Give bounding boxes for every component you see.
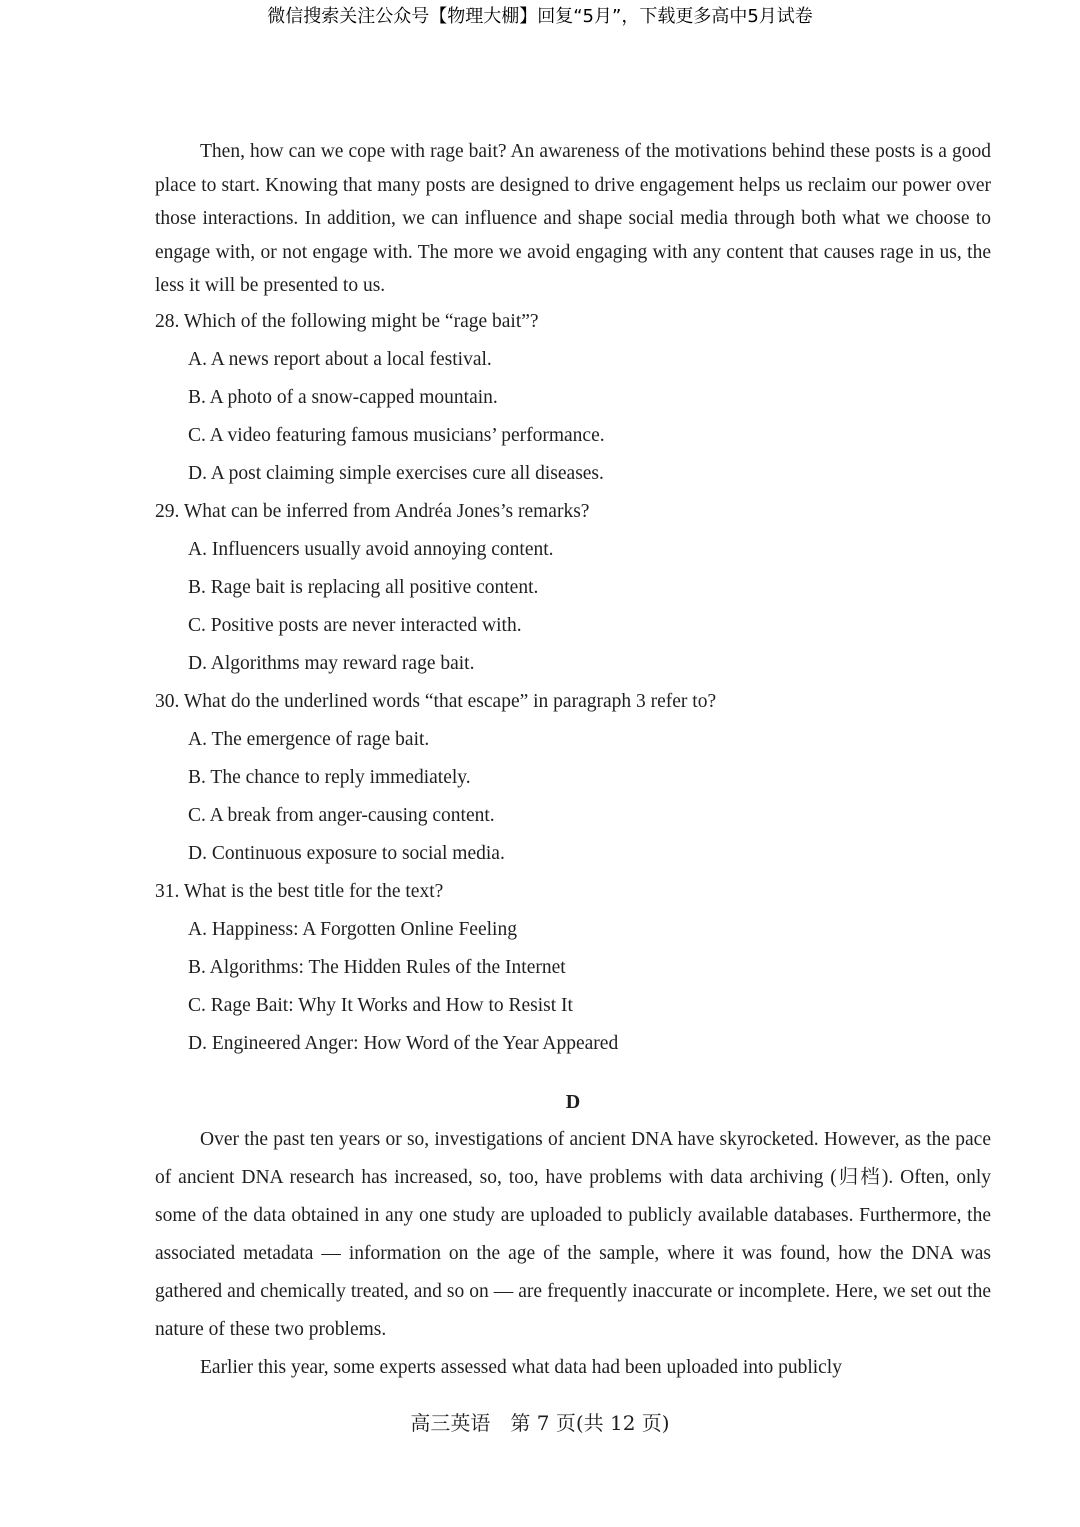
question-29 (155, 493, 991, 683)
exam-page-content (155, 135, 991, 1387)
question-28 (155, 303, 991, 493)
option-a: A. A news report about a local festival. (188, 348, 492, 370)
passage-c-paragraph: Then, how can we cope with rage bait? An awareness of the motivations behind these posts is a good place to start. Knowing that many posts are designed to drive engagement helps us reclaim our power over those interactions. In addition, we can influence and shape social media through both what we choose to engage with, or not engage with. The more we avoid engaging with any content that causes rage in us, the less it will be presented to us. (155, 141, 991, 297)
question-31 (155, 873, 991, 1063)
option-a: A. The emergence of rage bait. (188, 728, 430, 750)
question-stem: 28. Which of the following might be “rage bait”? (155, 310, 539, 332)
page-footer: 高三英语 第 7 页(共 12 页) (410, 1411, 670, 1435)
question-stem: 29. What can be inferred from Andréa Jones’s remarks? (155, 500, 590, 522)
question-stem: 31. What is the best title for the text? (155, 880, 444, 902)
option-c: C. A video featuring famous musicians’ performance. (188, 424, 605, 446)
option-c: C. Positive posts are never interacted with. (188, 614, 522, 636)
option-b: B. The chance to reply immediately. (188, 766, 471, 788)
question-stem: 30. What do the underlined words “that escape” in paragraph 3 refer to? (155, 690, 717, 712)
option-c: C. Rage Bait: Why It Works and How to Resist It (188, 994, 573, 1016)
promo-banner: 微信搜索关注公众号【物理大棚】回复“5月”，下载更多高中5月试卷 (267, 6, 813, 27)
section-heading: D (565, 1090, 581, 1113)
option-d: D. Engineered Anger: How Word of the Year Appeared (188, 1032, 619, 1054)
option-a: A. Happiness: A Forgotten Online Feeling (188, 918, 517, 940)
passage-d-paragraph-2: Earlier this year, some experts assessed what data had been uploaded into publicly (200, 1356, 842, 1378)
option-a: A. Influencers usually avoid annoying content. (188, 538, 554, 560)
option-b: B. Rage bait is replacing all positive content. (188, 576, 539, 598)
option-b: B. A photo of a snow-capped mountain. (188, 386, 498, 408)
option-d: D. A post claiming simple exercises cure all diseases. (188, 462, 604, 484)
option-d: D. Continuous exposure to social media. (188, 842, 505, 864)
option-c: C. A break from anger-causing content. (188, 804, 495, 826)
passage-d-paragraph-1: Over the past ten years or so, investigations of ancient DNA have skyrocketed. However, as the pace of ancient DNA research has increased, so, too, have problems with data archiving (归档). Often, only some of the data obtained in any one study are uploaded to publicly available databases. Furthermore, the associated metadata — information on the age of the sample, where it was found, how the DNA was gathered and chemically treated, and so on — are frequently inaccurate or incomplete. Here, we set out the nature of these two problems. (155, 1128, 991, 1340)
question-30 (155, 683, 991, 873)
option-d: D. Algorithms may reward rage bait. (188, 652, 475, 674)
option-b: B. Algorithms: The Hidden Rules of the Internet (188, 956, 566, 978)
